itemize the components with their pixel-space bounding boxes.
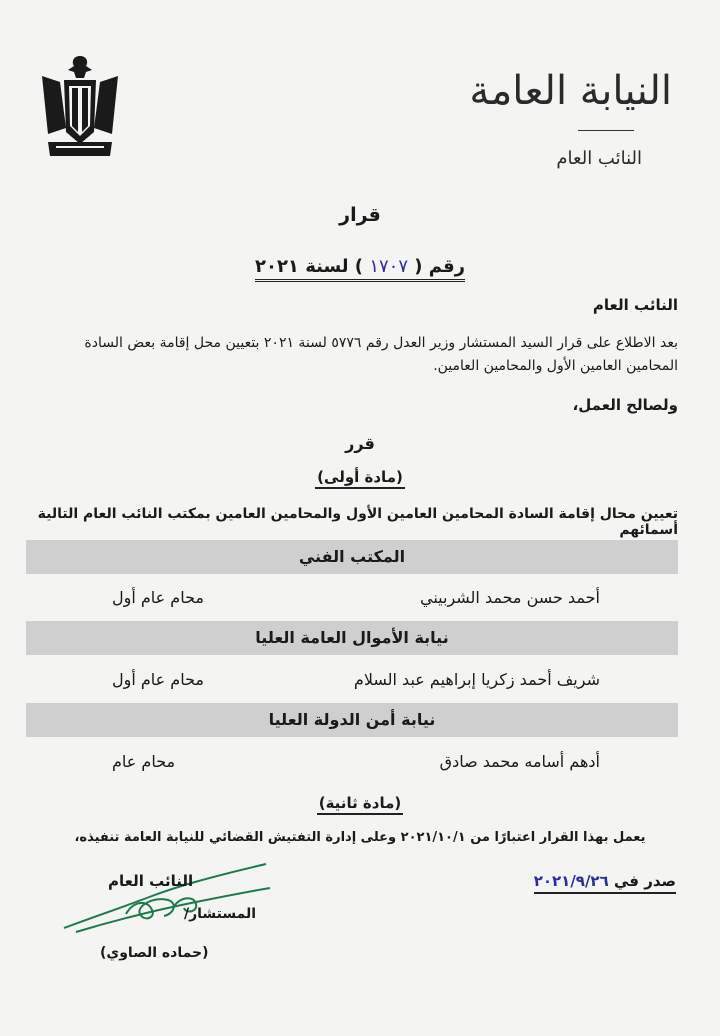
person-name: أحمد حسن محمد الشربيني xyxy=(420,588,600,607)
person-rank: محام عام أول xyxy=(112,670,204,689)
signer-name: (حماده الصاوي) xyxy=(100,945,209,961)
section-heading-technical-office: المكتب الفني xyxy=(26,540,678,574)
person-rank: محام عام xyxy=(112,752,176,771)
signer-title: المستشار/ xyxy=(184,906,257,922)
decision-number-suffix: ) لسنة ٢٠٢١ xyxy=(254,256,364,277)
article-2-label xyxy=(0,794,720,815)
handwritten-signature-icon xyxy=(56,856,276,946)
decision-number-prefix: رقم ( xyxy=(414,256,466,277)
article-1-label xyxy=(0,468,720,489)
decision-number: ١٧٠٧ xyxy=(369,256,408,277)
section-heading-public-funds: نيابة الأموال العامة العليا xyxy=(26,621,678,655)
article-2-text: يعمل بهذا القرار اعتبارًا من ٢٠٢١/١٠/١ وعلى إدارة التفتيش القضائي للنيابة العامة تنفيذه، xyxy=(74,830,646,845)
article-2-label-text: (مادة ثانية) xyxy=(317,794,404,815)
person-name: أدهم أسامه محمد صادق xyxy=(439,752,600,771)
decision-title: قرار xyxy=(339,204,381,226)
issued-date: ٢٠٢١/٩/٢٦ xyxy=(533,872,609,890)
org-name: النيابة العامة xyxy=(469,68,672,114)
issued-prefix: صدر في xyxy=(613,872,676,890)
issuer-heading: النائب العام xyxy=(592,296,678,314)
egypt-eagle-emblem-icon xyxy=(38,52,122,162)
section-heading-state-security: نيابة أمن الدولة العليا xyxy=(26,703,678,737)
signer-role: النائب العام xyxy=(108,872,194,890)
preamble-paragraph: بعد الاطلاع على قرار السيد المستشار وزير العدل رقم ٥٧٧٦ لسنة ٢٠٢١ بتعيين محل إقامة بعض السادة المحامين العامين الأول والمحامين العامين. xyxy=(84,335,678,374)
article-1-label-text: (مادة أولى) xyxy=(315,468,405,489)
header-divider xyxy=(578,130,634,131)
decided-heading: قرر xyxy=(345,434,375,453)
article-1-intro: تعيين محال إقامة السادة المحامين العامين الأول والمحامين العامين بمكتب النائب العام التالية أسمائهم xyxy=(37,506,678,538)
person-name: شريف أحمد زكريا إبراهيم عبد السلام xyxy=(353,670,600,689)
issued-date-line xyxy=(534,872,676,894)
person-rank: محام عام أول xyxy=(112,588,204,607)
closing-phrase: ولصالح العمل، xyxy=(572,396,678,414)
org-subtitle: النائب العام xyxy=(556,148,642,169)
decision-number-line xyxy=(0,256,720,282)
